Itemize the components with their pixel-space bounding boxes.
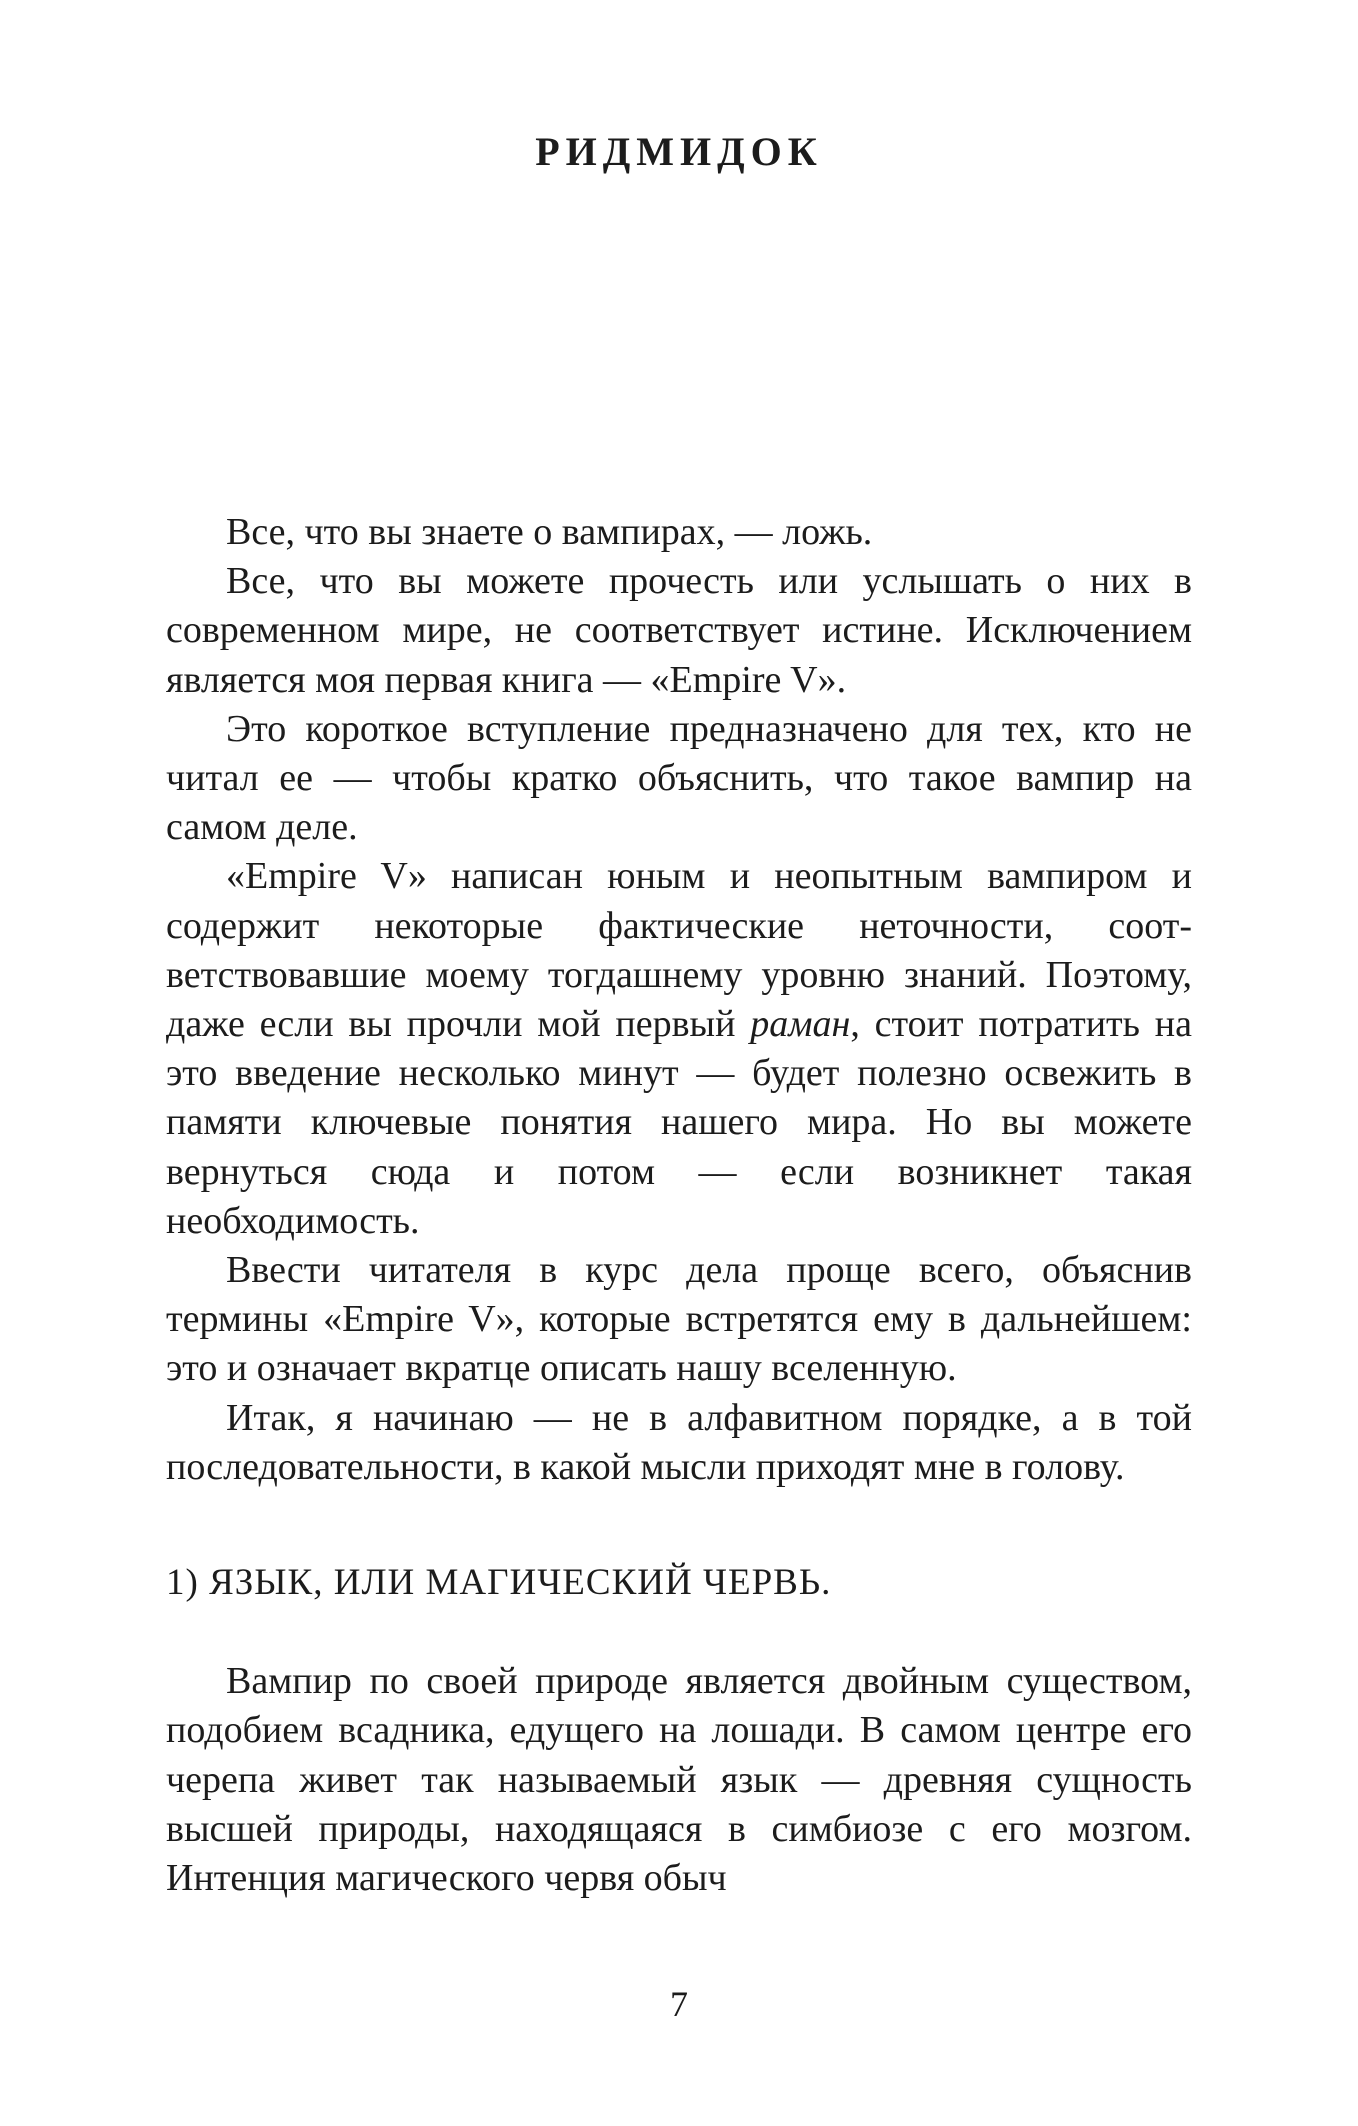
paragraph — [166, 852, 1192, 1246]
paragraph-text: , стоит потратить на это введение несколько минут — будет полезно освежить в памяти ключевые понятия нашего мира. Но вы можете вернуться сюда и потом — если возникнет такая необходимость. — [166, 1003, 1192, 1242]
paragraph: Ввести читателя в курс дела проще всего, объяснив термины «Empire V», которые встретятся ему в дальнейшем: это и означает вкратце описать нашу вселенную. — [166, 1249, 1192, 1390]
paragraph: Это короткое вступление предназначено для тех, кто не читал ее — чтобы кратко объяснить, что такое вампир на самом деле. — [166, 707, 1192, 849]
paragraph-text: «Empire V» написан юным и неопытным вампиром и содержит некоторые фактические неточности, соответствовавшие моему тогдашнему уровню знаний. Поэтому, даже если вы прочли мой первый — [166, 855, 1192, 1046]
chapter-heading: РИДМИДОК — [535, 129, 823, 174]
italic-word: раман — [750, 1003, 851, 1046]
body-text — [166, 508, 1192, 1903]
paragraph: Все, что вы можете прочесть или услышать о них в современном мире, не соответствует истине. Исключением является моя первая книга — «Empire V». — [166, 560, 1192, 701]
paragraph: Вампир по своей природе является двойным существом, подобием всадника, едущего на лошади. В самом центре его черепа живет так называемый язык — древняя сущность высшей природы, находящаяся в симбиозе с его мозгом. Интенция магического червя обыч — [166, 1660, 1192, 1900]
paragraph: Итак, я начинаю — не в алфавитном порядке, а в той последовательности, в какой мысли приходят мне в голову. — [166, 1396, 1192, 1488]
section-heading: 1) ЯЗЫК, ИЛИ МАГИЧЕСКИЙ ЧЕРВЬ. — [166, 1562, 832, 1604]
paragraph: Все, что вы знаете о вампирах, — ложь. — [226, 511, 873, 553]
page-number: 7 — [670, 1984, 688, 2024]
